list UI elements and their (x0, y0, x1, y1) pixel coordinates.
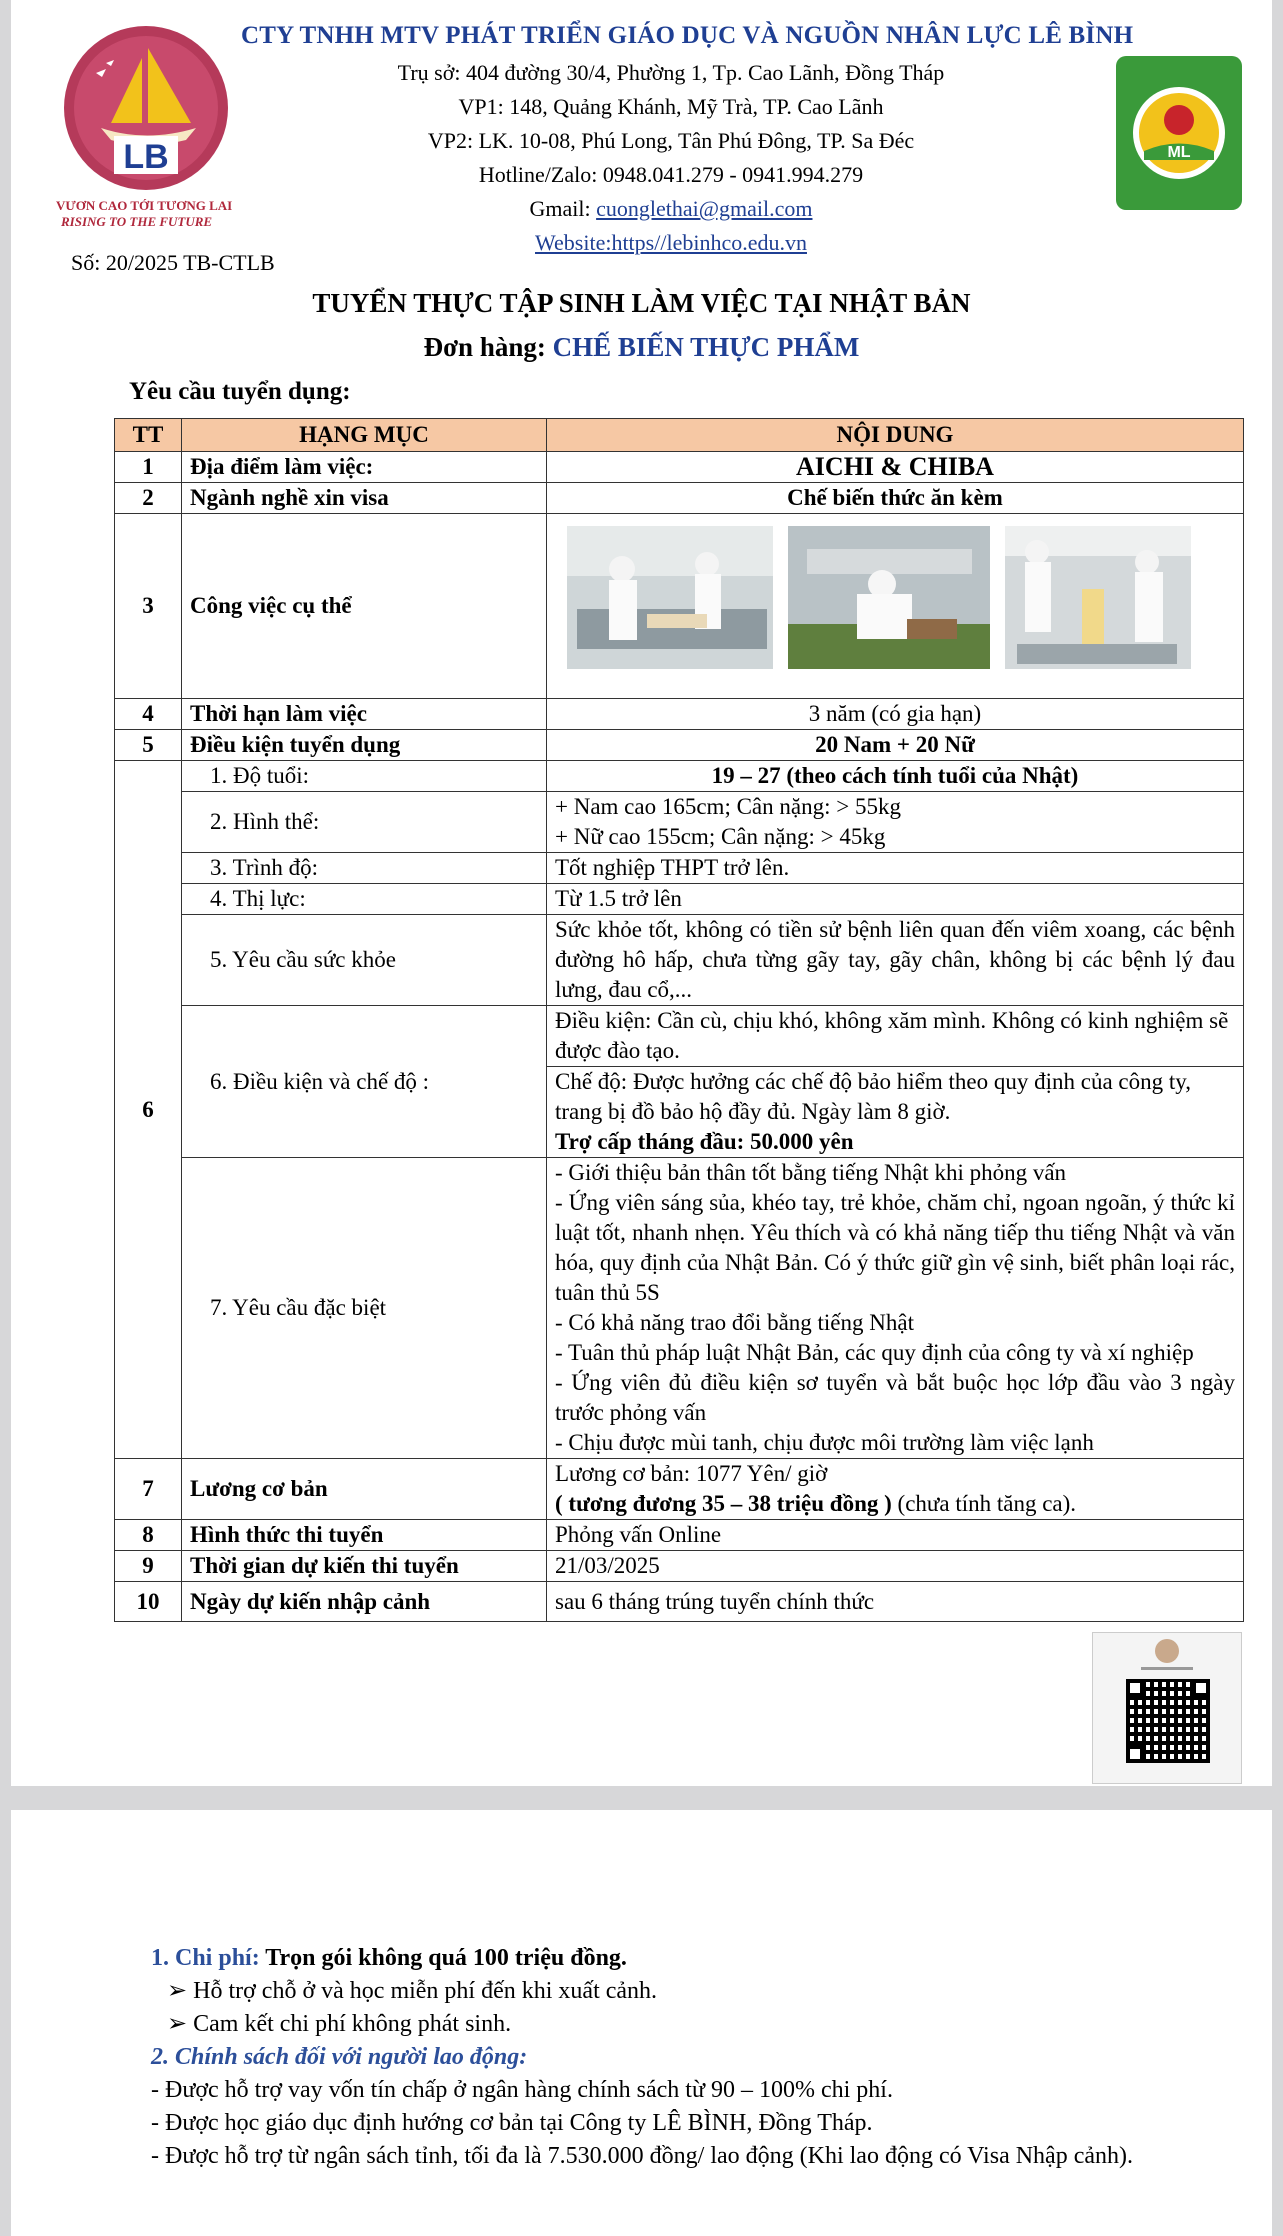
zalo-qr-card[interactable] (1092, 1632, 1242, 1784)
table-row: 10 Ngày dự kiến nhập cảnh sau 6 tháng trúng tuyển chính thức (115, 1582, 1244, 1622)
document-number: Số: 20/2025 TB-CTLB (71, 250, 275, 275)
table-row: 6. Điều kiện và chế độ : Điều kiện: Cần cù, chịu khó, không xăm mình. Không có kinh nghiệm sẽ được đào tạo. Chế độ: Được hưởng các chế độ bảo hiểm theo quy định của công ty, trang bị đồ bảo hộ đầy đủ. Ngày làm 8 giờ. Trợ cấp tháng đầu: 50.000 yên (115, 1006, 1244, 1158)
policy-heading: 2. Chính sách đối với người lao động: (151, 2044, 528, 2070)
table-row: 2. Hình thể: + Nam cao 165cm; Cân nặng: > 55kg + Nữ cao 155cm; Cân nặng: > 45kg (115, 792, 1244, 853)
avatar (1155, 1639, 1179, 1663)
qr-finder-icon (1126, 1679, 1144, 1697)
document-page-1 (11, 0, 1272, 1786)
qr-finder-icon (1192, 1679, 1210, 1697)
cost-label: Chi phí: (175, 1945, 266, 1971)
table-row: 5 Điều kiện tuyển dụng 20 Nam + 20 Nữ (115, 730, 1244, 761)
website-link[interactable]: Website:https//lebinhco.edu.vn (535, 230, 807, 255)
gmail-row (346, 196, 996, 222)
table-row: 8 Hình thức thi tuyển Phỏng vấn Online (115, 1520, 1244, 1551)
list-item: ➢ Cam kết chi phí không phát sinh. (167, 2011, 512, 2037)
hotline: Hotline/Zalo: 0948.041.279 - 0941.994.279 (478, 162, 864, 187)
logo-slogan-en: RISING TO THE FUTURE (61, 214, 213, 229)
requirements-table (114, 418, 1244, 1622)
gmail-link[interactable]: cuonglethai@gmail.com (596, 196, 813, 221)
arrow-bullet-icon: ➢ (167, 2011, 194, 2037)
svg-text:LB: LB (123, 138, 169, 176)
table-row: 6 1. Độ tuổi: 19 – 27 (theo cách tính tuổi của Nhật) (115, 761, 1244, 792)
company-name: CTY TNHH MTV PHÁT TRIỂN GIÁO DỤC VÀ NGUỒN NHÂN LỰC LÊ BÌNH (241, 22, 1134, 49)
table-row: 5. Yêu cầu sức khỏe Sức khỏe tốt, không có tiền sử bệnh liên quan đến viêm xoang, các bệnh đường hô hấp, chưa từng gãy tay, gãy chân, không bị các bệnh lý đau lưng, đau cổ,... (115, 915, 1244, 1006)
head-office-address: Trụ sở: 404 đường 30/4, Phường 1, Tp. Cao Lãnh, Đồng Tháp (397, 60, 945, 85)
policy-list (151, 2074, 1191, 2173)
col-header-content: NỘI DUNG (547, 419, 1244, 452)
company-logo (56, 18, 236, 198)
order-line (11, 332, 1272, 363)
work-photos-cell (547, 514, 1244, 699)
table-row: 2 Ngành nghề xin visa Chế biến thức ăn kèm (115, 483, 1244, 514)
requirements-heading: Yêu cầu tuyển dụng: (129, 378, 351, 405)
work-photos (547, 514, 1207, 690)
table-row: 9 Thời gian dự kiến thi tuyển 21/03/2025 (115, 1551, 1244, 1582)
partner-logo-text: ML (1167, 144, 1191, 161)
qr-finder-icon (1126, 1745, 1144, 1763)
col-header-tt: TT (115, 419, 182, 452)
cost-line: 1. Chi phí: Trọn gói không quá 100 triệu đồng. (151, 1945, 627, 1971)
logo-slogan-vn: VƯƠN CAO TỚI TƯƠNG LAI (56, 198, 233, 213)
cost-value: Trọn gói không quá 100 triệu đồng. (265, 1945, 627, 1971)
website-row (346, 230, 996, 256)
table-row: 4. Thị lực: Từ 1.5 trở lên (115, 884, 1244, 915)
list-item: - Được hỗ trợ từ ngân sách tỉnh, tối đa là 7.530.000 đồng/ lao động (Khi lao động có Visa Nhập cảnh). (151, 2143, 1133, 2169)
col-header-item: HẠNG MỤC (182, 419, 547, 452)
cost-section (151, 1942, 1211, 2074)
table-row: 4 Thời hạn làm việc 3 năm (có gia hạn) (115, 699, 1244, 730)
list-item: ➢ Hỗ trợ chỗ ở và học miễn phí đến khi xuất cảnh. (167, 1978, 658, 2004)
document-page-2 (11, 1810, 1272, 2236)
partner-logo (1116, 56, 1242, 210)
table-row: 3 Công việc cụ thể (115, 514, 1244, 699)
office-2-address: VP2: LK. 10-08, Phú Long, Tân Phú Đông, TP. Sa Đéc (427, 128, 915, 153)
gmail-label: Gmail: (529, 196, 597, 221)
table-header-row (115, 419, 1244, 452)
list-item: - Được hỗ trợ vay vốn tín chấp ở ngân hàng chính sách từ 90 – 100% chi phí. (151, 2077, 893, 2103)
table-row: 7. Yêu cầu đặc biệt - Giới thiệu bản thân tốt bằng tiếng Nhật khi phỏng vấn - Ứng viên sáng sủa, khéo tay, trẻ khỏe, chăm chỉ, ngoan ngoãn, ý thức kỉ luật tốt, nhanh nhẹn. Yêu thích và có khả năng tiếp thu tiếng Nhật và văn hóa, quy định của Nhật Bản. Có ý thức giữ gìn vệ sinh, biết phân loại rác, tuân thủ 5S - Có khả năng trao đổi bằng tiếng Nhật - Tuân thủ pháp luật Nhật Bản, các quy định của công ty và xí nghiệp - Ứng viên đủ điều kiện sơ tuyển và bắt buộc học lớp đầu vào 3 ngày trước phỏng vấn - Chịu được mùi tanh, chịu được môi trường làm việc lạnh (115, 1158, 1244, 1459)
table-row: 1 Địa điểm làm việc: AICHI & CHIBA (115, 452, 1244, 483)
arrow-bullet-icon: ➢ (167, 1978, 194, 2004)
qr-name-line (1141, 1667, 1193, 1670)
document-title: TUYỂN THỰC TẬP SINH LÀM VIỆC TẠI NHẬT BẢN (312, 288, 971, 318)
table-row: 3. Trình độ: Tốt nghiệp THPT trở lên. (115, 853, 1244, 884)
office-1-address: VP1: 148, Quảng Khánh, Mỹ Trà, TP. Cao Lãnh (458, 94, 884, 119)
order-label: Đơn hàng: (423, 332, 553, 362)
order-value: CHẾ BIẾN THỰC PHẨM (552, 332, 860, 362)
table-row: 7 Lương cơ bản Lương cơ bản: 1077 Yên/ giờ ( tương đương 35 – 38 triệu đồng ) (chưa tính tăng ca). (115, 1459, 1244, 1520)
list-item: - Được học giáo dục định hướng cơ bản tại Công ty LÊ BÌNH, Đồng Tháp. (151, 2110, 873, 2136)
